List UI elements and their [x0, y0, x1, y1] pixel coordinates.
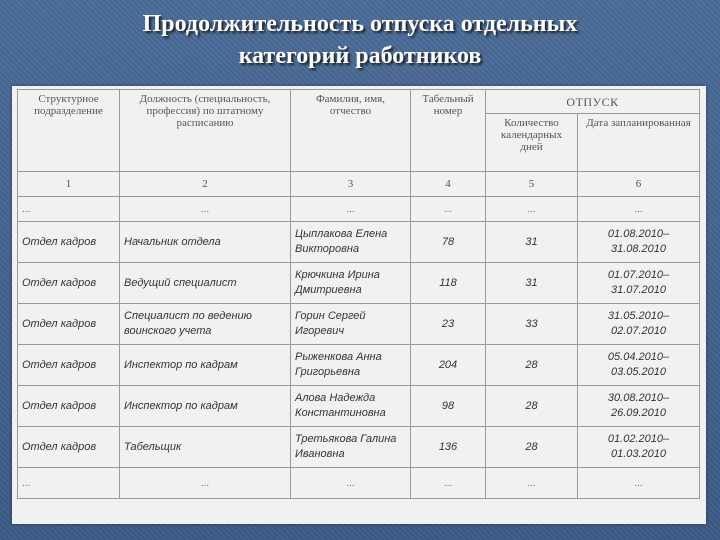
cell-name: Цыплакова Елена Викторовна — [291, 222, 411, 263]
column-number: 2 — [120, 172, 291, 197]
ellipsis-cell: ... — [411, 468, 486, 499]
cell-date: 30.08.2010– 26.09.2010 — [578, 386, 700, 427]
cell-department: Отдел кадров — [18, 222, 120, 263]
header-name: Фамилия, имя, отчество — [291, 90, 411, 172]
cell-department: Отдел кадров — [18, 304, 120, 345]
cell-department: Отдел кадров — [18, 386, 120, 427]
cell-date: 05.04.2010– 03.05.2010 — [578, 345, 700, 386]
cell-name: Крючкина Ирина Дмитриевна — [291, 263, 411, 304]
slide-title — [0, 8, 720, 72]
column-number: 3 — [291, 172, 411, 197]
cell-department: Отдел кадров — [18, 427, 120, 468]
cell-tab-number: 204 — [411, 345, 486, 386]
table-row — [18, 304, 700, 345]
column-number: 1 — [18, 172, 120, 197]
column-number: 4 — [411, 172, 486, 197]
header-tab-number: Табельный номер — [411, 90, 486, 172]
ellipsis-cell: ... — [120, 197, 291, 222]
header-position: Должность (специальность, профессия) по штатному расписанию — [120, 90, 291, 172]
cell-position: Инспектор по кадрам — [120, 386, 291, 427]
ellipsis-row — [18, 468, 700, 499]
cell-position: Начальник отдела — [120, 222, 291, 263]
document-scan — [12, 86, 706, 524]
cell-date: 01.08.2010– 31.08.2010 — [578, 222, 700, 263]
cell-name: Третьякова Галина Ивановна — [291, 427, 411, 468]
ellipsis-cell: ... — [291, 468, 411, 499]
ellipsis-row — [18, 197, 700, 222]
vacation-table — [17, 89, 700, 499]
ellipsis-cell: ... — [411, 197, 486, 222]
cell-position: Табельщик — [120, 427, 291, 468]
table-row — [18, 345, 700, 386]
column-number-row — [18, 172, 700, 197]
column-number: 6 — [578, 172, 700, 197]
cell-days: 31 — [486, 263, 578, 304]
cell-department: Отдел кадров — [18, 345, 120, 386]
ellipsis-cell: ... — [578, 197, 700, 222]
cell-position: Ведущий специалист — [120, 263, 291, 304]
cell-position: Инспектор по кадрам — [120, 345, 291, 386]
column-number: 5 — [486, 172, 578, 197]
ellipsis-cell: ... — [18, 197, 120, 222]
header-date: Дата запланированная — [578, 114, 700, 172]
cell-tab-number: 23 — [411, 304, 486, 345]
cell-name: Горин Сергей Игоревич — [291, 304, 411, 345]
table-row — [18, 222, 700, 263]
cell-name: Алова Надежда Константиновна — [291, 386, 411, 427]
header-days: Количество календарных дней — [486, 114, 578, 172]
slide-title-line-1: Продолжительность отпуска отдельных — [142, 11, 578, 37]
cell-tab-number: 98 — [411, 386, 486, 427]
cell-days: 28 — [486, 427, 578, 468]
table-row — [18, 427, 700, 468]
cell-tab-number: 78 — [411, 222, 486, 263]
cell-name: Рыженкова Анна Григорьевна — [291, 345, 411, 386]
ellipsis-cell: ... — [291, 197, 411, 222]
cell-days: 28 — [486, 386, 578, 427]
ellipsis-cell: ... — [486, 197, 578, 222]
header-department: Структурное подразделение — [18, 90, 120, 172]
cell-days: 28 — [486, 345, 578, 386]
header-vacation-group: ОТПУСК — [486, 90, 700, 114]
ellipsis-cell: ... — [578, 468, 700, 499]
cell-date: 01.02.2010– 01.03.2010 — [578, 427, 700, 468]
cell-days: 33 — [486, 304, 578, 345]
cell-tab-number: 118 — [411, 263, 486, 304]
cell-department: Отдел кадров — [18, 263, 120, 304]
ellipsis-cell: ... — [120, 468, 291, 499]
cell-date: 01.07.2010– 31.07.2010 — [578, 263, 700, 304]
ellipsis-cell: ... — [486, 468, 578, 499]
table-row — [18, 263, 700, 304]
ellipsis-cell: ... — [18, 468, 120, 499]
cell-position: Специалист по ведению воинского учета — [120, 304, 291, 345]
cell-date: 31.05.2010– 02.07.2010 — [578, 304, 700, 345]
cell-tab-number: 136 — [411, 427, 486, 468]
cell-days: 31 — [486, 222, 578, 263]
slide-title-line-2: категорий работников — [238, 43, 482, 69]
table-row — [18, 386, 700, 427]
